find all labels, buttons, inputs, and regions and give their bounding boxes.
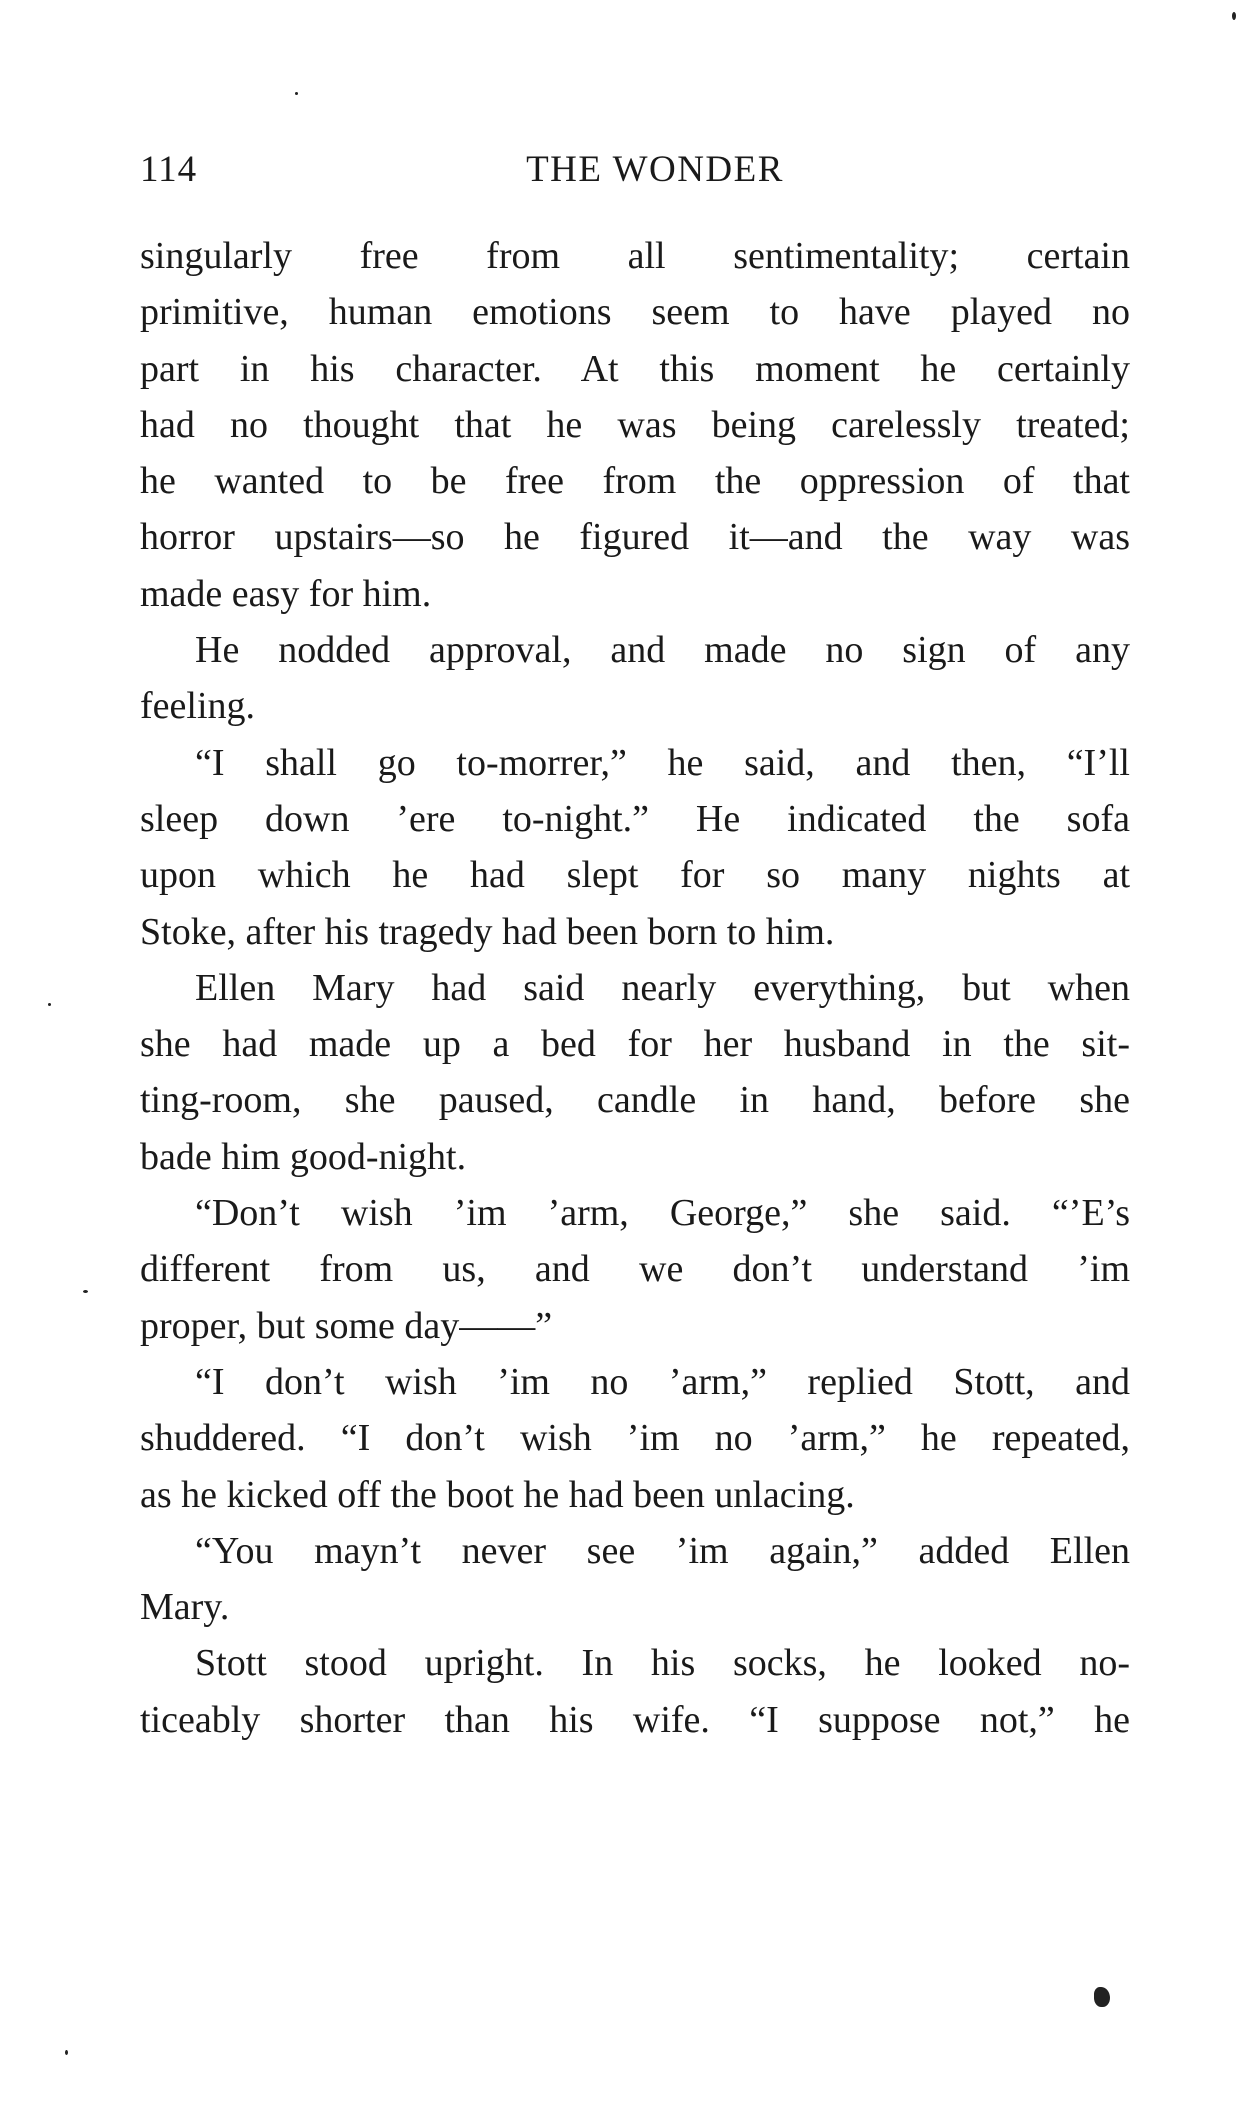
text-line: part in his character. At this moment he certainly (140, 347, 1130, 390)
ink-speck (65, 2050, 68, 2055)
text-line: Stoke, after his tragedy had been born to him. (140, 910, 835, 953)
text-line: “You mayn’t never see ’im again,” added Ellen (195, 1529, 1130, 1572)
text-line: “I don’t wish ’im no ’arm,” replied Stott, and (195, 1360, 1130, 1403)
ink-speck (48, 1003, 51, 1006)
text-line: he wanted to be free from the oppression of that (140, 460, 1130, 503)
text-line: horror upstairs—so he figured it—and the way was (140, 516, 1130, 559)
text-line: different from us, and we don’t understand ’im (140, 1248, 1130, 1291)
body-text (140, 228, 1130, 1748)
ink-speck (1094, 1987, 1110, 2007)
text-line: feeling. (140, 685, 256, 728)
text-line: as he kicked off the boot he had been unlacing. (140, 1473, 855, 1516)
ink-speck (83, 1290, 88, 1293)
text-line: upon which he had slept for so many nights at (140, 854, 1130, 897)
text-line: ting-room, she paused, candle in hand, before she (140, 1079, 1130, 1122)
text-line: Stott stood upright. In his socks, he looked no- (195, 1642, 1130, 1685)
text-line: bade him good-night. (140, 1135, 467, 1178)
text-line: primitive, human emotions seem to have played no (140, 291, 1130, 334)
text-line: ticeably shorter than his wife. “I suppose not,” he (140, 1698, 1130, 1741)
text-line: had no thought that he was being carelessly treated; (140, 403, 1130, 446)
text-line: made easy for him. (140, 572, 432, 615)
text-line: “I shall go to-morrer,” he said, and then, “I’ll (195, 741, 1130, 784)
ink-speck (295, 92, 298, 95)
text-line: proper, but some day——” (140, 1304, 553, 1347)
text-line: she had made up a bed for her husband in the sit- (140, 1023, 1130, 1066)
text-line: Mary. (140, 1586, 230, 1629)
text-line: “Don’t wish ’im ’arm, George,” she said. “’E’s (195, 1192, 1130, 1235)
text-line: sleep down ’ere to-night.” He indicated the sofa (140, 797, 1130, 840)
running-head (140, 148, 1130, 198)
text-line: Ellen Mary had said nearly everything, but when (195, 966, 1130, 1009)
text-line: singularly free from all sentimentality; certain (140, 235, 1130, 277)
text-line: shuddered. “I don’t wish ’im no ’arm,” he repeated, (140, 1417, 1130, 1460)
ink-speck (1232, 12, 1236, 20)
running-title: THE WONDER (526, 149, 784, 190)
page-number: 114 (140, 149, 198, 190)
text-line: He nodded approval, and made no sign of any (195, 629, 1130, 672)
